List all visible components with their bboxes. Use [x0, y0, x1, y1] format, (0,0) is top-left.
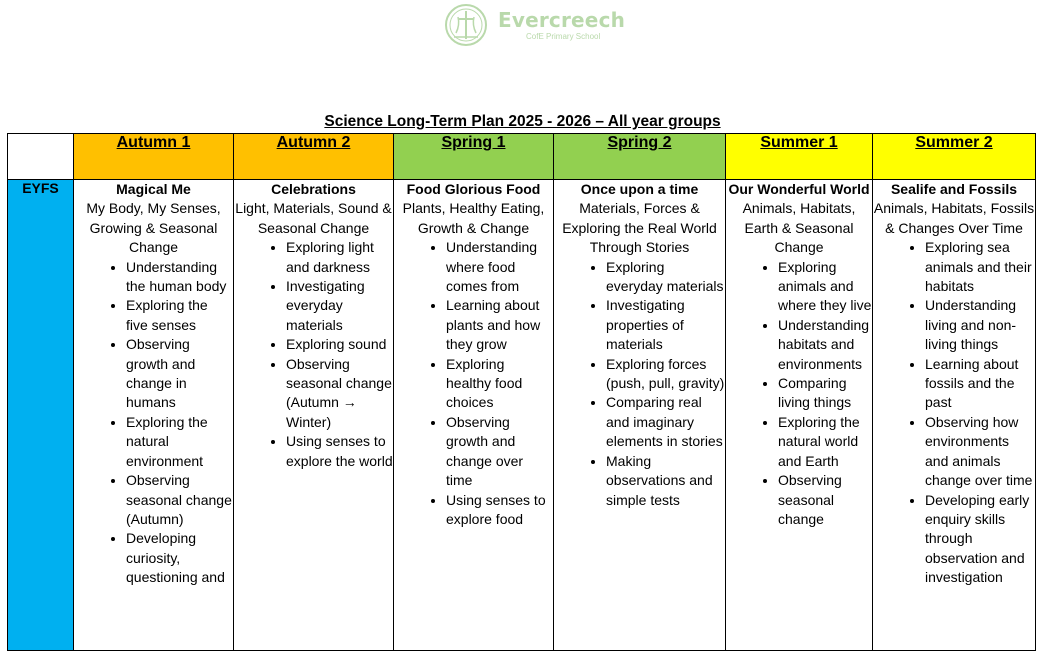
- term-header-autumn-1: Autumn 1: [74, 134, 234, 180]
- list-item: • Observing seasonal change (Autumn → Winter): [286, 355, 393, 433]
- topic-list: [726, 258, 872, 530]
- topic-cell-spring-2: [554, 180, 726, 651]
- list-item: • Exploring the five senses: [126, 296, 233, 335]
- topic-title: Our Wonderful World: [728, 181, 870, 197]
- topic-title: Sealife and Fossils: [890, 181, 1018, 197]
- list-item: • Exploring light and darkness: [286, 238, 393, 277]
- list-item: • Observing growth and change in humans: [126, 335, 233, 413]
- topic-subtitle: My Body, My Senses, Growing & Seasonal Change: [86, 200, 221, 256]
- topic-cell-autumn-2: [234, 180, 394, 651]
- list-item: • Investigating everyday materials: [286, 277, 393, 335]
- list-item: • Observing seasonal change: [778, 471, 872, 529]
- topic-list: [234, 238, 393, 471]
- list-item: • Understanding habitats and environments: [778, 316, 872, 374]
- list-item: • Exploring sound: [286, 335, 393, 354]
- list-item: • Learning about plants and how they grow: [446, 296, 553, 354]
- term-header-row: [8, 134, 1036, 180]
- school-crest-icon: [444, 3, 488, 47]
- list-item: • Exploring everyday materials: [606, 258, 725, 297]
- list-item: • Using senses to explore the world: [286, 432, 393, 471]
- list-item: • Understanding living and non-living things: [925, 296, 1035, 354]
- header-corner: [8, 134, 74, 180]
- list-item: • Investigating properties of materials: [606, 296, 725, 354]
- topic-list: [74, 258, 233, 588]
- topic-title: Once upon a time: [580, 181, 699, 197]
- list-item: • Understanding the human body: [126, 258, 233, 297]
- topic-list: [394, 238, 553, 529]
- year-row-eyfs: [8, 180, 1036, 651]
- list-item: • Developing curiosity, questioning and: [126, 529, 233, 587]
- list-item: • Exploring the natural environment: [126, 413, 233, 471]
- topic-title: Magical Me: [116, 181, 191, 197]
- topic-list: [554, 258, 725, 510]
- list-item: • Exploring animals and where they live: [778, 258, 872, 316]
- list-item: • Understanding where food comes from: [446, 238, 553, 296]
- topic-cell-spring-1: [394, 180, 554, 651]
- term-header-spring-2: Spring 2: [554, 134, 726, 180]
- list-item: • Making observations and simple tests: [606, 452, 725, 510]
- page-title: Science Long-Term Plan 2025 - 2026 – All year groups: [324, 113, 721, 130]
- topic-cell-autumn-1: [74, 180, 234, 651]
- term-header-summer-2: Summer 2: [873, 134, 1036, 180]
- topic-subtitle: Animals, Habitats, Earth & Seasonal Change: [742, 200, 856, 256]
- list-item: • Comparing real and imaginary elements in stories: [606, 393, 725, 451]
- list-item: • Exploring forces (push, pull, gravity): [606, 355, 725, 394]
- topic-list: [873, 238, 1035, 587]
- list-item: • Learning about fossils and the past: [925, 355, 1035, 413]
- list-item: • Observing growth and change over time: [446, 413, 553, 491]
- list-item: • Exploring sea animals and their habitats: [925, 238, 1035, 296]
- topic-subtitle: Plants, Healthy Eating, Growth & Change: [402, 200, 545, 236]
- list-item: • Exploring healthy food choices: [446, 355, 553, 413]
- term-header-autumn-2: Autumn 2: [234, 134, 394, 180]
- topic-subtitle: Materials, Forces & Exploring the Real World Through Stories: [562, 200, 717, 256]
- list-item: • Observing seasonal change (Autumn): [126, 471, 233, 529]
- topic-title: Celebrations: [271, 181, 356, 197]
- term-header-spring-1: Spring 1: [394, 134, 554, 180]
- term-header-summer-1: Summer 1: [726, 134, 873, 180]
- topic-cell-summer-2: [873, 180, 1036, 651]
- topic-subtitle: Animals, Habitats, Fossils & Changes Over Time: [873, 200, 1035, 236]
- topic-subtitle: Light, Materials, Sound & Seasonal Change: [235, 200, 392, 236]
- list-item: • Observing how environments and animals change over time: [925, 413, 1035, 491]
- list-item: • Developing early enquiry skills through observation and investigation: [925, 491, 1035, 588]
- school-name: Evercreech: [498, 7, 626, 32]
- list-item: • Using senses to explore food: [446, 491, 553, 530]
- list-item: • Comparing living things: [778, 374, 872, 413]
- year-label: EYFS: [8, 180, 74, 651]
- topic-title: Food Glorious Food: [406, 181, 541, 197]
- science-plan-table: [7, 133, 1036, 651]
- topic-cell-summer-1: [726, 180, 873, 651]
- school-logo: [444, 3, 626, 47]
- school-subtitle: CofE Primary School: [526, 31, 601, 41]
- list-item: • Exploring the natural world and Earth: [778, 413, 872, 471]
